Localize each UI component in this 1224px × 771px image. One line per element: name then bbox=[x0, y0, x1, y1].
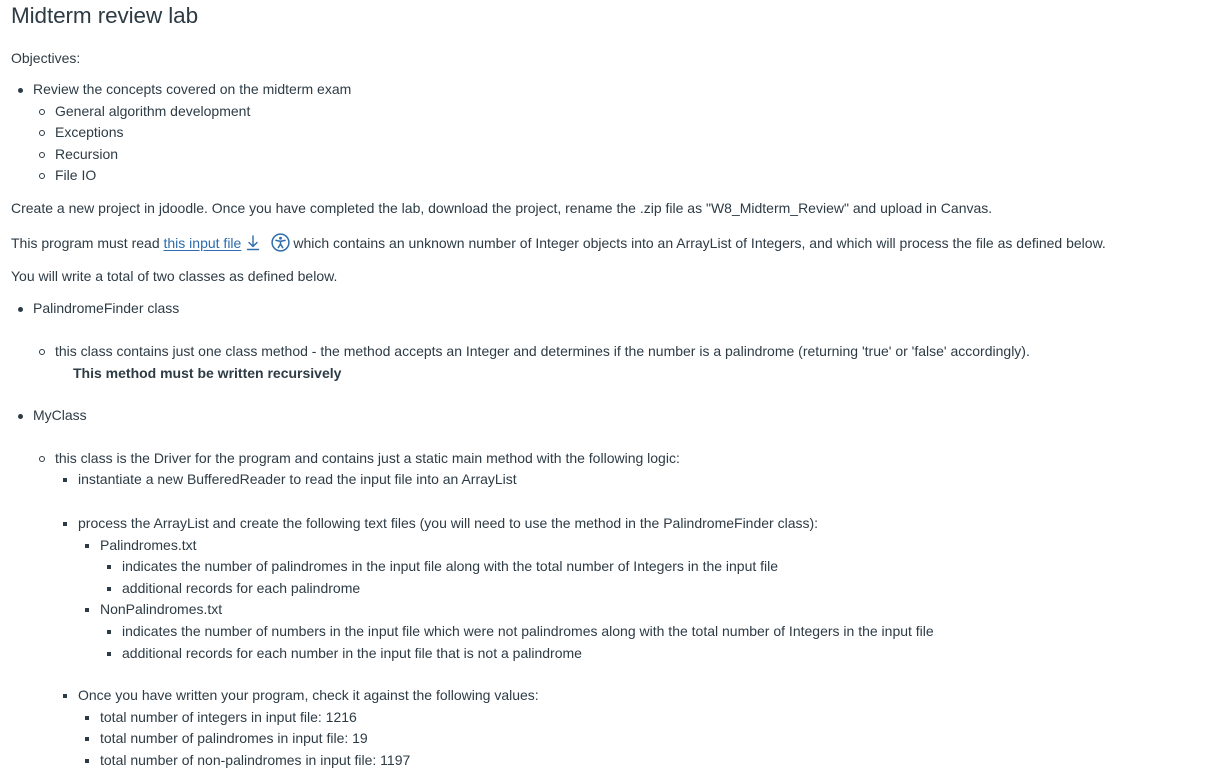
objectives-sublist bbox=[33, 101, 1213, 187]
list-item bbox=[78, 513, 1213, 685]
myclass-description: this class is the Driver for the program and contains just a static main method with the following logic: bbox=[55, 449, 680, 466]
accessibility-icon[interactable] bbox=[271, 233, 290, 252]
list-item bbox=[100, 599, 1213, 664]
page-title: Midterm review lab bbox=[11, 3, 199, 28]
input-file-paragraph bbox=[11, 233, 1213, 253]
list-item: total number of integers in input file: 1216 bbox=[100, 707, 1213, 729]
myclass-sublist bbox=[33, 448, 1213, 771]
nonpalindromes-file-name: NonPalindromes.txt bbox=[100, 601, 223, 618]
list-item bbox=[33, 298, 1213, 405]
list-item: Recursion bbox=[55, 144, 1213, 166]
list-item bbox=[33, 79, 1213, 187]
list-item: additional records for each palindrome bbox=[122, 578, 1213, 600]
list-item: additional records for each number in the input file that is not a palindrome bbox=[122, 643, 1213, 665]
list-item bbox=[55, 341, 1213, 385]
list-item: total number of palindromes in input file: 19 bbox=[100, 728, 1213, 750]
read-text-before: This program must read bbox=[11, 234, 160, 251]
myclass-steps bbox=[55, 469, 1213, 771]
palindromes-file-name: Palindromes.txt bbox=[100, 536, 197, 553]
list-item bbox=[78, 469, 1213, 513]
list-item: indicates the number of numbers in the input file which were not palindromes along with the total number of Integers in the input file bbox=[122, 621, 1213, 643]
myclass-label: MyClass bbox=[33, 407, 87, 424]
palindrome-finder-description: this class contains just one class method - the method accepts an Integer and determines if the number is a palindrome (returning 'true' or 'false' accordingly). bbox=[55, 342, 1030, 359]
list-item: total number of non-palindromes in input file: 1197 bbox=[100, 750, 1213, 771]
list-item bbox=[55, 448, 1213, 771]
step-process-arraylist: process the ArrayList and create the following text files (you will need to use the method in the PalindromeFinder class): bbox=[78, 514, 819, 531]
create-project-paragraph: Create a new project in jdoodle. Once you have completed the lab, download the project, rename the .zip file as "W8_Midterm_Review" and upload in Canvas. bbox=[11, 199, 993, 216]
classes-list bbox=[11, 298, 1213, 771]
list-item: File IO bbox=[55, 165, 1213, 187]
list-item bbox=[100, 535, 1213, 600]
output-files-list bbox=[78, 535, 1213, 665]
read-text-after: which contains an unknown number of Integer objects into an ArrayList of Integers, and which will process the file as defined below. bbox=[293, 234, 1106, 251]
objectives-label: Objectives: bbox=[11, 50, 81, 66]
input-file-link[interactable]: this input file bbox=[163, 234, 242, 251]
download-icon[interactable] bbox=[246, 235, 260, 251]
list-item: indicates the number of palindromes in the input file along with the total number of Integers in the input file bbox=[122, 556, 1213, 578]
list-item: Exceptions bbox=[55, 122, 1213, 144]
list-item: General algorithm development bbox=[55, 101, 1213, 123]
palindrome-finder-sublist bbox=[33, 341, 1213, 385]
list-item bbox=[78, 685, 1213, 771]
recursion-note: This method must be written recursively bbox=[73, 365, 342, 382]
objectives-list bbox=[11, 79, 1213, 187]
total-classes-paragraph: You will write a total of two classes as defined below. bbox=[11, 267, 338, 284]
step-check-values: Once you have written your program, check it against the following values: bbox=[78, 687, 539, 704]
step-bufferedreader: instantiate a new BufferedReader to read the input file into an ArrayList bbox=[78, 471, 517, 488]
objectives-main-item: Review the concepts covered on the midterm exam bbox=[33, 81, 352, 97]
list-item bbox=[33, 405, 1213, 771]
check-values-list bbox=[78, 707, 1213, 771]
palindrome-finder-label: PalindromeFinder class bbox=[33, 299, 180, 316]
